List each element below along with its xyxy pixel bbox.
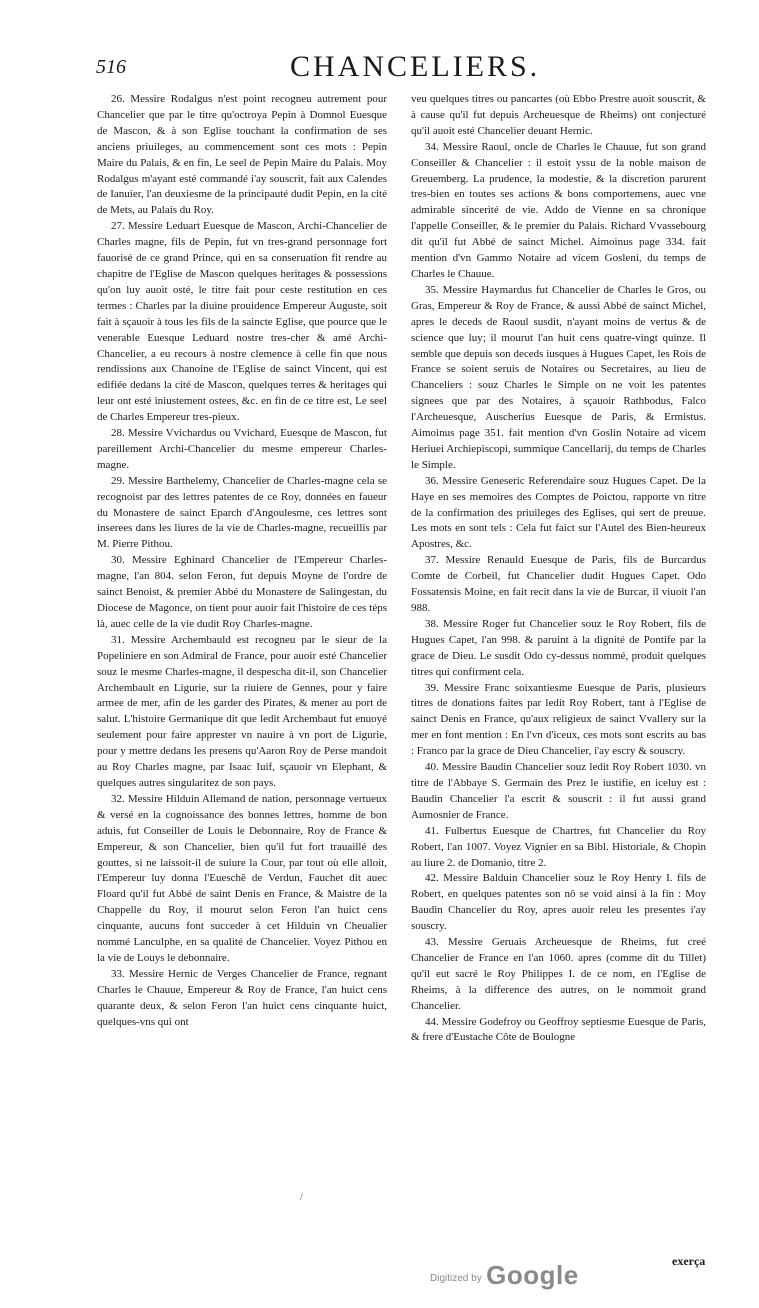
entry-39: 39. Messire Franc soixantiesme Euesque de Paris, plusieurs titres de donations faites par ledit Roy Robert, tant à l'Eglise de sainct Denis en France, qu'aux religieux de sainct Vvallery sur la mer en font mention : En l'vn d'iceux, ces mots sont escrits au bas : Franco par la grace de Dieu Chancelier, i'ay escry & souscry. [411, 681, 706, 758]
entry-33: 33. Messire Hernic de Verges Chancelier de France, regnant Charles le Chauue, Empereur & Roy de France, l'an huict cens quarante deux, & selon Feron l'an huict cens cinquante huict, quelques-vns qui ont [97, 967, 387, 1028]
entry-31: 31. Messire Archembauld est recogneu par le sieur de la Popeliniere en son Admiral de France, pour auoir esté Chancelier souz le mesme Charles-magne, il despescha dit-il, son Chancelier Archembault en Ligurie, sur la riuiere de Gennes, pour y faire armee de mer, afin de les garder des Pirates, & mener au port de salut. L'histoire Germanique dit que ledit Archembaut fut enuoyé seulement pour faire apprester vn nauire à vn port de Ligurie, pour y mettre dedans les presens qu'Aaron Roy de Perse mandoit au Roy Charles magne, par Isaac Iuif, sçauoir vn Elephant, & quelques autres singularitez de son pays. [97, 633, 387, 789]
right-column [411, 92, 706, 1046]
entry-34: 34. Messire Raoul, oncle de Charles le Chauue, fut son grand Conseiller & Chancelier : il estoit yssu de la noble maison de Greuemberg. La prudence, la modestie, & la discretion parurent tres-bien en toutes ses actions & bons comportemens, auec vne admirable sincerité de vie. Addo de Vienne en sa chronique l'appelle Conseiller, & le premier du Palais. Richard Vvassebourg dit qu'il fut Abbé de sainct Michel. Aimoinus page 334. fait mention d'vn Gammo Notaire ad vicem Gosleni, du temps de Charles le Chauue. [411, 140, 706, 280]
entry-29: 29. Messire Barthelemy, Chancelier de Charles-magne cela se recognoist par des lettres patentes de ce Roy, données en faueur du Monastere de sainct Eparch d'Angoulesme, ces lettres sont inserees dans les liures de la vie de Charles-magne, recueillis par M. Pierre Pithou. [97, 474, 387, 551]
entry-26: 26. Messire Rodalgus n'est point recogneu autrement pour Chancelier que par le titre qu'octroya Pepin à Domnol Euesque de Mascon, & à son Eglise touchant la confirmation de ses anciens priuileges, au commencement sont ces mots : Pepin Maire du Palais, & en fin, Le seel de Pepin Maire du Palais. Moy Rodalgus m'ayant esté commandé i'ay souscrit, fait aux Calendes de Ianuier, l'an deuxiesme de la principauté dudit Pepin, en la cité de Mets, au Palais du Roy. [97, 93, 387, 217]
left-column [97, 92, 387, 1030]
watermark-prefix: Digitized by [430, 1273, 482, 1284]
running-head: CHANCELIERS. [290, 50, 541, 83]
entry-44: 44. Messire Godefroy ou Geoffroy septiesme Euesque de Paris, & frere d'Eustache Côte de Boulogne [411, 1015, 706, 1044]
digitized-watermark [430, 1260, 579, 1291]
entry-33-continued: veu quelques titres ou pancartes (où Ebbo Prestre auoit souscrit, & à cause qu'il fut depuis Archeuesque de Rheims) ont conjecturé qu'il auoit esté Chancelier deuant Hernic. [411, 93, 706, 137]
entry-30: 30. Messire Eghinard Chancelier de l'Empereur Charles-magne, l'an 804. selon Feron, fut depuis Moyne de l'ordre de sainct Benoist, & premier Abbé du Monastere de Salingestan, du Diocese de Magonce, on tient pour auoir fait l'histoire de ces téps là, auec celle de la vie dudit Roy Charles-magne. [97, 554, 387, 630]
entry-32: 32. Messire Hilduin Allemand de nation, personnage vertueux & versé en la cognoissance des bonnes lettres, homme de bon aduis, fut Conseiller de Louis le Debonnaire, Roy de France & Empereur, & son Chancelier, bien qu'il fut fort trauaillé des gouttes, si ne laissoit-il de suiure la Cour, par tout où elle alloit, l'Empereur luy donna l'Eueschê de Verdun, Fauchet dit auec Floard qu'il fut Abbé de saint Denis en France, & Maistre de la Chappelle du Roy, il mourut selon Feron l'an huict cens cinquante, aucuns font succeder à cet Hilduin vn Cheualier nommé Lanculphe, en sa qualité de Chancelier. Voyez Pithou en la vie de Louys le debonnaire. [97, 792, 387, 964]
entry-35: 35. Messire Haymardus fut Chancelier de Charles le Gros, ou Gras, Empereur & Roy de France, & aussi Abbé de sainct Michel, apres le deceds de Raoul susdit, n'ayant moins de vertus & de science que luy; il mourut l'an huit cens quatre-vingt quinze. Il semble que depuis son deceds iusques à Hugues Capet, les Rois de France se soient seruis de Notaires ou Secretaires, au lieu de Chanceliers : souz Charles le Simple on ne voit les patentes signees que par des Notaires, à sçauoir Rathbodus, Falco l'Archeuesque, Auscherius Euesque de Paris, & Ermistus. Aimoinus page 351. fait mention d'vn Goslin Notaire ad vicem Heriuei Archiepiscopi, summique Cancellarij, du temps de Charles le Simple. [411, 283, 706, 471]
entry-27: 27. Messire Leduart Euesque de Mascon, Archi-Chancelier de Charles magne, fils de Pepin, fut vn tres-grand personnage fort fauorisé de ce grand Prince, qui en sa conseruation fit rendre au chapitre de l'Eglise de Mascon quelques heritages & possessions qu'on luy auoit osté, le titre fait pour ceste restitution en ces termes : Charles par la diuine prouidence Empereur Auguste, soit fait à sçauoir à tous les fils de la saincte Eglise, que pource que le venerable Euesque Leduard nostre tres-cher & amé Archi-Chancelier, a eu recours à nostre clemence à celle fin que nous rendissions aux Chanoine de l'Eglise de sainct Vincent, qui est edifiée dedans la cité de Mascon, quelques terres & heritages qui leur ont esté iniustement ostees, &c. en fin de ce titre est, Le seel de Charles Empereur tres-pieux. [97, 220, 387, 424]
stray-mark: / [300, 1192, 303, 1203]
entry-28: 28. Messire Vvichardus ou Vvichard, Euesque de Mascon, fut pareillement Archi-Chancelier du mesme empereur Charles-magne. [97, 427, 387, 471]
entry-37: 37. Messire Renauld Euesque de Paris, fils de Burcardus Comte de Corbeil, fut Chancelier dudit Hugues Capet. Odo Fossatensis Moine, en fait recit dans la vie de Burcar, il viuoit l'an 988. [411, 554, 706, 614]
entry-42: 42. Messire Balduin Chancelier souz le Roy Henry I. fils de Robert, en quelques patentes son nō se void ainsi à la fin : Moy Baudin Chancelier du Roy, apres auoir releu les presentes i'ay souscry. [411, 872, 706, 933]
entry-36: 36. Messire Geneseric Referendaire souz Hugues Capet. De la Haye en ses memoires des Comptes de Poictou, rapporte vn titre de la confirmation des priuileges des Eglises, qui sert de preuue. Les mots en sont tels : Cela fut faict sur l'Autel des Bien-heureux Apostres, &c. [411, 474, 706, 551]
google-logo: Google [486, 1260, 579, 1290]
entry-40: 40. Messire Baudin Chancelier souz ledit Roy Robert 1030. vn titre de l'Abbaye S. Germain des Prez le iustifie, en iceluy est : Baudin Chancelier l'a escrit & souscrit : il fut aussi grand Aumosnier de France. [411, 761, 706, 821]
page-number: 516 [96, 56, 126, 78]
entry-41: 41. Fulbertus Euesque de Chartres, fut Chancelier du Roy Robert, l'an 1007. Voyez Vignier en sa Bibl. Historiale, & Chopin au liure 2. de Domanio, titre 2. [411, 824, 706, 869]
entry-38: 38. Messire Roger fut Chancelier souz le Roy Robert, fils de Hugues Capet, l'an 998. & paruint à la dignité de Pontife par la grace de Dieu. Le susdit Odo cy-dessus nommé, produit quelques titres qui confirment cela. [411, 617, 706, 678]
catchword: exerça [672, 1254, 706, 1268]
entry-43: 43. Messire Geruais Archeuesque de Rheims, fut creé Chancelier de France en l'an 1060. apres (comme dit du Tillet) qu'il eut sacré le Roy Philippes I. de ce nom, en l'Eglise de Rheims, à la difference des autres, on le nommoit grand Chancelier. [411, 936, 706, 1012]
